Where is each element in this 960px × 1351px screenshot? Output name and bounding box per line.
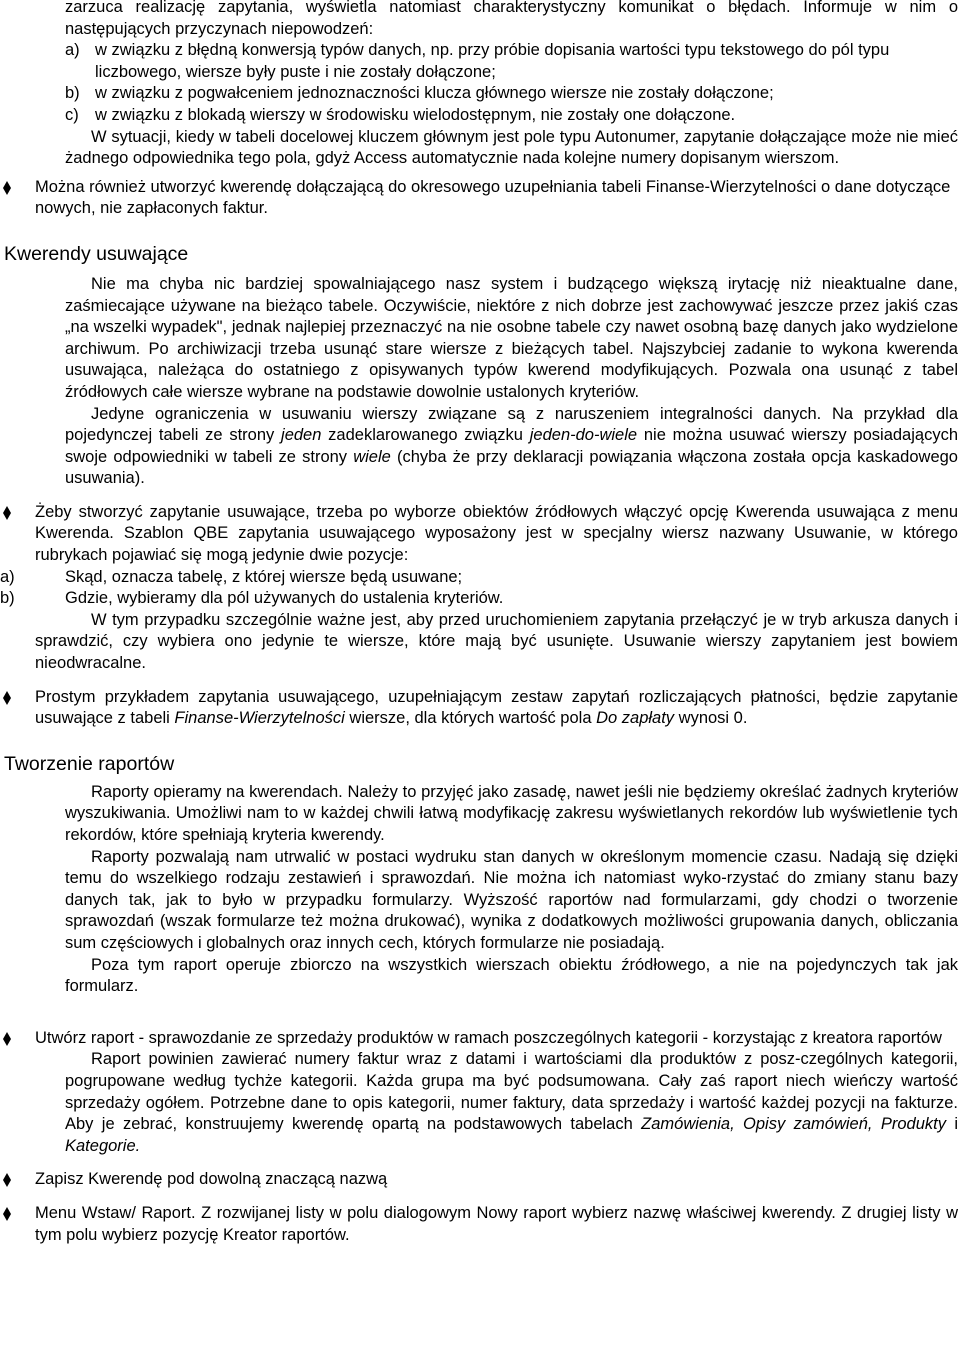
list-item-label: c) xyxy=(65,105,79,124)
list-item-label: a) xyxy=(0,567,15,586)
bullet-item xyxy=(0,1169,960,1191)
list-item-text: w związku z pogwałceniem jednoznaczności klucza głównego wiersze nie zostały dołączone; xyxy=(95,84,774,103)
diamond-bullet-icon xyxy=(2,691,12,705)
delete-row-options-list xyxy=(0,567,958,610)
integrity-paragraph: Jedyne ograniczenia w usuwaniu wierszy związane są z naruszeniem integralności danych. Na przykład dla pojedynczej tabeli ze strony jeden zadeklarowanego związku jeden-do-wiele nie można usuwać wierszy posiadających swoje odpowiedniki w tabeli ze strony wiele (chyba że przy deklaracji powiązania włączona została opcja kaskadowego usuwania). xyxy=(65,404,958,488)
bullet-text: Żeby stworzyć zapytanie usuwające, trzeba po wyborze obiektów źródłowych włączyć opcję Kwerenda usuwająca z menu Kwerenda. Szablon QBE zapytania usuwającego wyposażony jest w specjalny wiersz nazwany Usuwanie, w którego rubrykach pojawiać się mogą jedynie dwie pozycje: xyxy=(35,502,958,565)
list-item-text: w związku z błędną konwersją typów danych, np. przy próbie dopisania wartości typu tekstowego do pól typu liczbowego, wiersze były puste i nie zostały dołączone; xyxy=(95,41,890,81)
emphasis: Kategorie. xyxy=(65,1136,141,1155)
list-item-label: a) xyxy=(65,41,80,60)
list-item-text: Skąd, oznacza tabelę, z której wiersze będą usuwane; xyxy=(65,567,463,586)
warning-paragraph: W tym przypadku szczególnie ważne jest, aby przed uruchomieniem zapytania przełączyć je w tryb arkusza danych i sprawdzić, czy wybiera ono jedynie te wiersze, które mają być usunięte. Usuwanie wierszy zapytaniem jest bowiem nieodwracalne. xyxy=(35,610,958,673)
diamond-bullet-icon xyxy=(2,1032,12,1046)
emphasis: jeden xyxy=(281,426,322,445)
diamond-bullet-icon xyxy=(2,1207,12,1221)
list-item-label: b) xyxy=(0,589,15,608)
bullet-text: Prostym przykładem zapytania usuwającego, uzupełniającym zestaw zapytań rozliczających płatności, będzie zapytanie usuwające z tabeli Finanse-Wierzytelności wiersze, dla których wartość pola Do zapłaty wynosi 0. xyxy=(35,687,958,728)
reports-purpose-paragraph: Raporty pozwalają nam utrwalić w postaci wydruku stan danych w określonym momencie czasu. Nadają się dzięki temu do wszelkiego rodzaju zestawień i sprawozdań. Nie można ich natomiast wyko-rzystać do zmiany stanu bazy danych tak, jak to było w przypadku formularzy. Wyższość raportów nad formularzami, gdy chodzi o tworzenie sprawozdań (wszak formularze też można drukować), wynika z dodatkowych możliwości grupowania danych, obliczania sum częściowych i globalnych oraz innych cech, których formularze nie posiadają. xyxy=(65,847,958,952)
list-item-text: Gdzie, wybieramy dla pól używanych do ustalenia kryteriów. xyxy=(65,589,504,608)
delete-intro-paragraph: Nie ma chyba nic bardziej spowalniającego nasz system i budzącego większą irytację niż nieaktualne dane, zaśmiecające używane na bieżąco tabele. Oczywiście, niektóre z nich dobrze jest zachowywać jeszcze przez jakiś czas „na wszelki wypadek", jednak najlepiej przeznaczyć na nie osobne tabele czy nawet osobną bazę danych jako wydzielone archiwum. Po archiwizacji trzeba usunąć stare wiersze z bieżących tabel. Najszybciej zadanie to wykona kwerenda usuwająca, należąca do ostatniego z opisywanych typów kwerend modyfikujących. Pozwala ona usunąć z tabel źródłowych całe wiersze wybrane na podstawie dowolnie ustalonych kryteriów. xyxy=(65,274,958,401)
diamond-bullet-icon xyxy=(2,181,12,195)
emphasis: jeden-do-wiele xyxy=(529,426,638,445)
list-item-text: w związku z blokadą wierszy w środowisku wielodostępnym, nie zostały one dołączone. xyxy=(95,105,736,124)
list-item xyxy=(65,40,958,83)
bullet-text: Można również utworzyć kwerendę dołączającą do okresowego uzupełniania tabeli Finanse-Wierzytelności o dane dotyczące nowych, nie zapłaconych faktur. xyxy=(35,177,951,218)
section-heading-reports: Tworzenie raportów xyxy=(4,752,175,775)
bullet-item xyxy=(0,177,960,220)
bullet-item xyxy=(0,502,960,675)
list-item-label: b) xyxy=(65,84,80,103)
bullet-item xyxy=(0,687,960,730)
diamond-bullet-icon xyxy=(2,506,12,520)
emphasis: Zamówienia, Opisy zamówień, Produkty xyxy=(641,1115,946,1134)
error-reasons-list xyxy=(0,40,960,126)
emphasis: Finanse-Wierzytelności xyxy=(174,709,345,728)
reports-intro-paragraph: Raporty opieramy na kwerendach. Należy to przyjęć jako zasadę, nawet jeśli nie będziemy określać żadnych kryteriów wyszukiwania. Umożliwi nam to w każdej chwili łatwą modyfikację zakresu wyświetlanych rekordów lub wyświetlenie tych rekordów, które spełniają kryteria kwerendy. xyxy=(65,782,958,844)
list-item xyxy=(0,588,958,610)
section-heading-delete-queries: Kwerendy usuwające xyxy=(4,242,189,265)
bullet-item xyxy=(0,1028,960,1050)
diamond-bullet-icon xyxy=(2,1173,12,1187)
bullet-item xyxy=(0,1203,960,1246)
emphasis: Do zapłaty xyxy=(596,709,675,728)
bullet-text: Menu Wstaw/ Raport. Z rozwijanej listy w polu dialogowym Nowy raport wybierz nazwę właściwej kwerendy. Z drugiej listy w tym polu wybierz pozycję Kreator raportów. xyxy=(35,1203,958,1244)
autonumber-paragraph: W sytuacji, kiedy w tabeli docelowej kluczem głównym jest pole typu Autonumer, zapytanie dołączające może nie mieć żadnego odpowiednika tego pola, gdyż Access automatycznie nada kolejne numery dopisanym wierszom. xyxy=(65,127,958,168)
bullet-text: Utwórz raport - sprawozdanie ze sprzedaży produktów w ramach poszczególnych kategorii - korzystając z kreatora raportów xyxy=(35,1028,942,1047)
bullet-text: Zapisz Kwerendę pod dowolną znaczącą nazwą xyxy=(35,1170,388,1189)
list-item xyxy=(65,83,958,105)
report-requirements-paragraph: Raport powinien zawierać numery faktur wraz z datami i wartościami dla produktów z posz-czególnych kategorii, pogrupowane według tychże kategorii. Każda grupa ma być podsumowana. Cały zaś raport niech wieńczy wartość sprzedaży ogółem. Potrzebne dane to opis kategorii, numer faktury, data sprzedaży i wartość każdej pozycji na fakturze. Aby je zebrać, konstruujemy kwerendę opartą na podstawowych tabelach Zamówienia, Opisy zamówień, Produkty i Kategorie. xyxy=(65,1050,958,1155)
reports-scope-paragraph: Poza tym raport operuje zbiorczo na wszystkich wierszach obiektu źródłowego, a nie na pojedynczych tak jak formularz. xyxy=(65,955,958,996)
list-item xyxy=(0,567,958,589)
emphasis: wiele xyxy=(353,447,391,466)
intro-paragraph: zarzuca realizację zapytania, wyświetla natomiast charakterystyczny komunikat o błędach. Informuje w nim o następujących przyczynach niepowodzeń: xyxy=(65,0,958,38)
list-item xyxy=(65,105,958,127)
